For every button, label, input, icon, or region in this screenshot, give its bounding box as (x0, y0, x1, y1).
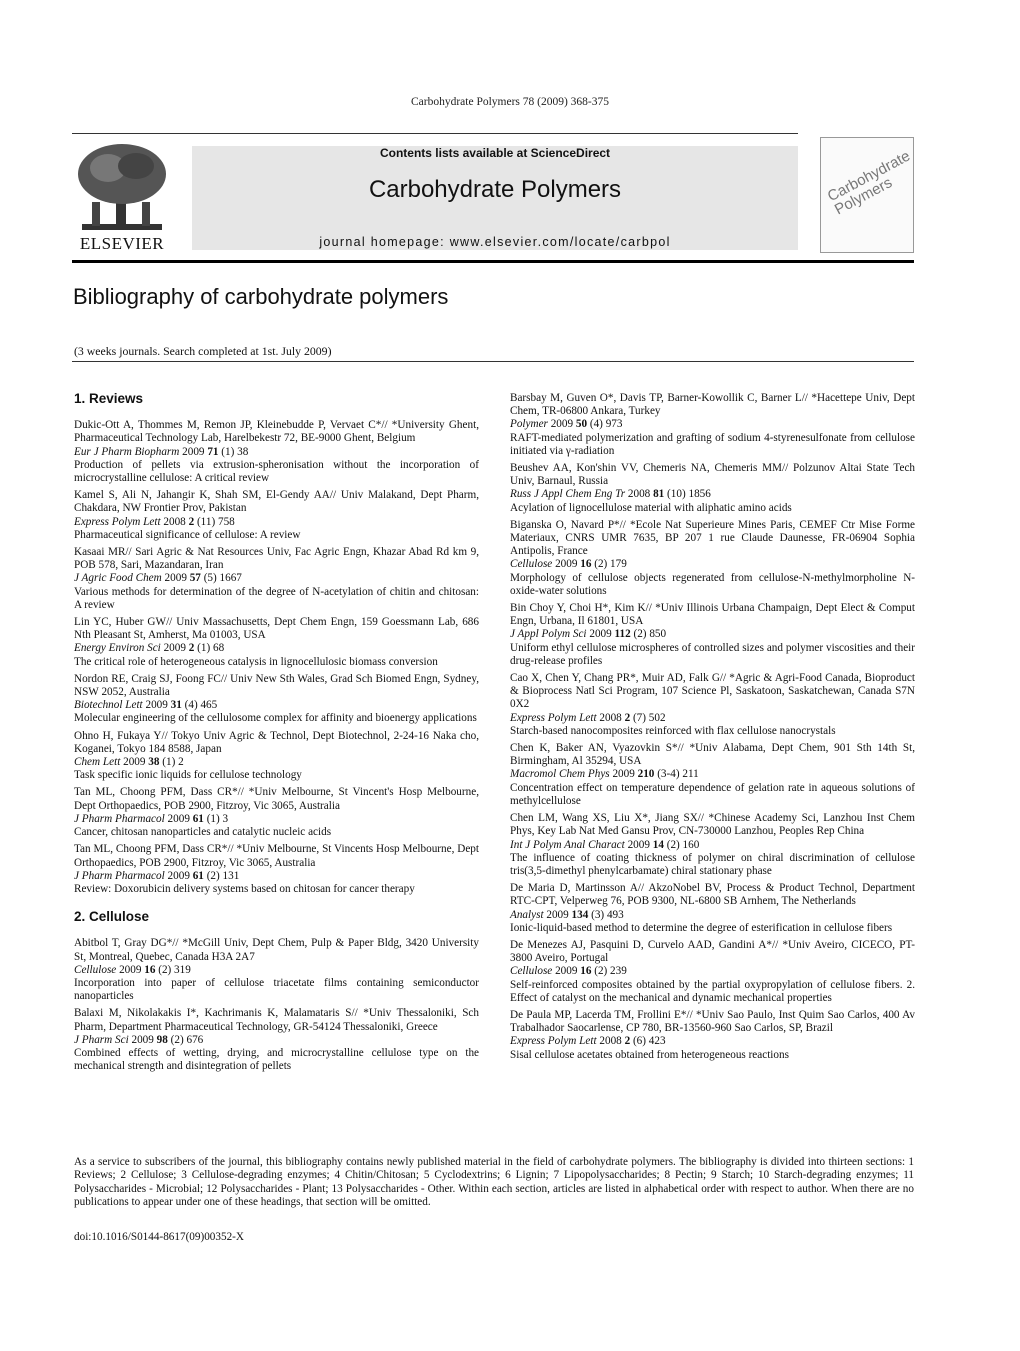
entry-title: Review: Doxorubicin delivery systems based on chitosan for cancer therapy (74, 882, 415, 895)
entry-volume: 134 (571, 908, 589, 921)
bib-entry (510, 602, 915, 668)
entry-issue-page: (2) 131 (206, 869, 240, 882)
entry-journal: J Agric Food Chem (74, 572, 162, 585)
entry-journal: Chem Lett (74, 756, 121, 769)
entry-citation (74, 1034, 479, 1047)
entry-authors: De Paula MP, Lacerda TM, Frollini E*// *Univ Sao Paulo, Inst Quim Sao Carlos, 400 Av Trabalhador Saocarlense, CP 780, BR-13560-960 Sao Carlos, SP, Brazil (510, 1008, 915, 1035)
entry-issue-page: (7) 502 (632, 711, 666, 724)
section-heading-cellulose: 2. Cellulose (74, 909, 150, 925)
bib-entry (510, 519, 915, 598)
entry-authors: Chen LM, Wang XS, Liu X*, Jiang SX// *Chinese Academy Sci, Lanzhou Inst Chem Phys, Key Lab Nat Med Gansu Prov, CN-730000 Lanzhou, Peoples Rep China (510, 812, 915, 838)
bib-entry (510, 672, 915, 738)
header-rule (72, 133, 798, 134)
entry-journal: Express Polym Lett (510, 1035, 597, 1048)
entry-journal: J Appl Polym Sci (510, 628, 587, 641)
entry-year: 2009 (164, 572, 187, 585)
entry-year: 2008 (599, 1035, 622, 1048)
entry-journal: Cellulose (74, 963, 117, 976)
entry-citation (510, 418, 915, 431)
section-heading-reviews: 1. Reviews (74, 391, 144, 406)
entry-title: Task specific ionic liquids for cellulose technology (74, 769, 302, 782)
journal-homepage[interactable]: journal homepage: www.elsevier.com/locate/carbpol (319, 235, 671, 249)
entry-authors: Kasaai MR// Sari Agric & Nat Resources Univ, Fac Agric Engn, Khazar Abad Rd km 9, POB 578, Sari, Mazandaran, Iran (74, 546, 479, 572)
entry-citation (74, 699, 479, 712)
entry-issue-page: (1) 3 (206, 812, 229, 825)
entry-journal: Biotechnol Lett (74, 699, 143, 712)
cellulose-list (74, 937, 479, 1073)
right-column (510, 392, 915, 1066)
entry-title: Ionic-liquid-based method to determine the degree of esterification in cellulose fibers (510, 921, 893, 934)
entry-citation (74, 964, 479, 977)
bib-entry (74, 419, 479, 485)
entry-journal: Polymer (510, 418, 548, 431)
entry-year: 2009 (123, 756, 146, 769)
entry-title: Cancer, chitosan nanoparticles and catalytic nucleic acids (74, 826, 332, 839)
entry-citation (510, 712, 915, 725)
entry-authors: De Maria D, Martinsson A// AkzoNobel BV, Process & Product Technol, Department RTC-CPT, Velperweg 76, POB 9300, NL-6800 SB Arnhem, The Netherlands (510, 882, 915, 908)
entry-journal: Cellulose (510, 965, 553, 978)
entry-citation (510, 965, 915, 978)
entry-volume: 50 (575, 418, 588, 431)
entry-issue-page: (3) 493 (591, 908, 624, 921)
entry-journal: Express Polym Lett (74, 515, 161, 528)
entry-title: Concentration effect on temperature dependence of gelation rate in aqueous solutions of methylcellulose (510, 781, 915, 807)
bib-entry (74, 616, 479, 669)
bib-entry (510, 882, 915, 935)
footer-note: As a service to subscribers of the journal, this bibliography contains newly published material in the field of carbohydrate polymers. The bibliography is divided into thirteen sections: 1 Reviews; 2 Cellulose; 3 Cellulose-degrading enzymes; 4 Chitin/Chitosan; 5 Cyclodextrins; 6 Lignin; 7 Lipopolysaccharides; 8 Pectin; 9 Starch; 10 Starch-degrading enzymes; 11 Polysaccharides - Microbial; 12 Polysaccharides - Plant; 13 Polysaccharides - Other. Within each section, articles are listed in alphabetical order with respect to author. When there are no publications to appear under one of these headings, that section will be omitted. (74, 1156, 914, 1209)
entry-citation (74, 870, 479, 883)
bib-entry (510, 392, 915, 458)
entry-title: The influence of coating thickness of polymer on chiral discrimination of cellulose tris(3,5-dimethyl phenylcarbamate) chiral stationary phase (510, 851, 915, 877)
entry-title: Acylation of lignocellulose material with aliphatic amino acids (510, 501, 792, 514)
entry-citation (74, 446, 479, 459)
article-title: Bibliography of carbohydrate polymers (73, 284, 449, 309)
entry-volume: 31 (170, 699, 182, 712)
entry-journal: J Pharm Pharmacol (74, 869, 165, 882)
entry-year: 2009 (612, 768, 635, 781)
bib-entry (74, 937, 479, 1003)
entry-authors: Balaxi M, Nikolakakis I*, Kachrimanis K, Malamataris S// *Univ Thessaloniki, Sch Pharm, Department Pharmaceutical Technology, GR-54124 Thessaloniki, Greece (74, 1007, 479, 1033)
entry-issue-page: (11) 758 (196, 515, 235, 528)
entry-volume: 61 (192, 869, 204, 882)
entry-year: 2009 (167, 869, 190, 882)
cellulose-list-continued (510, 392, 915, 1062)
entry-citation (74, 516, 479, 529)
entry-journal: Macromol Chem Phys (510, 768, 610, 781)
bib-entry (510, 742, 915, 808)
left-column (74, 388, 479, 1077)
entry-issue-page: (4) 973 (589, 418, 623, 431)
bib-entry (74, 730, 479, 783)
entry-title: The critical role of heterogeneous catalysis in lignocellulosic biomass conversion (74, 655, 438, 668)
entry-issue-page: (1) 38 (221, 445, 249, 458)
entry-title: Starch-based nanocomposites reinforced with flax cellulose nanocrystals (510, 724, 836, 737)
entry-authors: Dukic-Ott A, Thommes M, Remon JP, Kleinebudde P, Vervaet C*// *University Ghent, Pharmaceutical Technology Lab, Harelbekestr 72, BE-9000 Ghent, Belgium (74, 419, 479, 445)
entry-year: 2009 (546, 908, 569, 921)
entry-journal: Energy Environ Sci (74, 642, 161, 655)
entry-authors: Kamel S, Ali N, Jahangir K, Shah SM, El-Gendy AA// Univ Malakand, Dept Pharm, Chakdara, NW Frontier Prov, Pakistan (74, 489, 479, 515)
entry-volume: 71 (207, 445, 219, 458)
entry-issue-page: (6) 423 (632, 1035, 666, 1048)
entry-volume: 14 (652, 838, 664, 851)
entry-volume: 2 (188, 515, 195, 528)
entry-issue-page: (4) 465 (184, 699, 218, 712)
entry-volume: 81 (653, 488, 665, 501)
entry-citation (510, 1035, 915, 1048)
bib-entry (510, 1009, 915, 1062)
entry-journal: Eur J Pharm Biopharm (74, 445, 180, 458)
entry-title: Incorporation into paper of cellulose triacetate films containing semiconductor nanoparticles (74, 976, 479, 1003)
journal-title: Carbohydrate Polymers (368, 176, 622, 203)
bib-entry (510, 812, 915, 878)
entry-volume: 2 (624, 711, 631, 724)
entry-year: 2009 (555, 965, 578, 978)
entry-citation (510, 558, 915, 571)
entry-citation (510, 628, 915, 641)
entry-authors: Nordon RE, Craig SJ, Foong FC// Univ New Sth Wales, Grad Sch Biomed Engn, Sydney, NSW 2052, Australia (74, 672, 479, 699)
entry-issue-page: (2) 676 (170, 1033, 204, 1046)
entry-citation (74, 572, 479, 585)
entry-citation (510, 768, 915, 781)
entry-citation (74, 813, 479, 826)
entry-volume: 38 (148, 756, 160, 769)
entry-journal: J Pharm Sci (74, 1033, 129, 1046)
entry-journal: Russ J Appl Chem Eng Tr (510, 488, 626, 501)
entry-journal: Int J Polym Anal Charact (510, 838, 625, 851)
entry-authors: Tan ML, Choong PFM, Dass CR*// *Univ Melbourne, St Vincents Hosp Melbourne, Dept Orthopaedics, POB 2900, Fitzroy, Vic 3065, Australia (74, 843, 479, 869)
entry-citation (74, 756, 479, 769)
entry-authors: Tan ML, Choong PFM, Dass CR*// *Univ Melbourne, St Vincent's Hosp Melbourne, Dept Orthopaedics, POB 2900, Fitzroy, Vic 3065, Australia (74, 786, 479, 812)
entry-volume: 98 (156, 1033, 168, 1046)
bib-entry (74, 546, 479, 612)
entry-title: Production of pellets via extrusion-spheronisation without the incorporation of microcrystalline cellulose: A critical review (74, 458, 479, 485)
entry-issue-page: (2) 179 (594, 558, 627, 571)
entry-year: 2008 (599, 711, 622, 724)
entry-journal: J Pharm Pharmacol (74, 812, 165, 825)
entry-volume: 16 (144, 963, 156, 976)
entry-issue-page: (10) 1856 (667, 488, 711, 501)
entry-title: Sisal cellulose acetates obtained from heterogeneous reactions (510, 1048, 789, 1061)
entry-volume: 2 (624, 1035, 631, 1048)
entry-authors: Chen K, Baker AN, Vyazovkin S*// *Univ Alabama, Dept Chem, 901 Sth 14th St, Birmingham, Al 35294, USA (510, 742, 915, 768)
entry-title: Pharmaceutical significance of cellulose: A review (74, 528, 301, 541)
entry-issue-page: (2) 319 (158, 963, 191, 976)
entry-journal: Express Polym Lett (510, 711, 597, 724)
entry-year: 2009 (589, 628, 612, 641)
entry-volume: 16 (580, 558, 592, 571)
title-rule (72, 361, 914, 362)
entry-journal: Analyst (510, 908, 544, 921)
bib-entry (74, 489, 479, 542)
contents-available: Contents lists available at ScienceDirect (379, 146, 611, 160)
reviews-list (74, 419, 479, 896)
entry-title: Uniform ethyl cellulose microspheres of controlled sizes and polymer viscosities and their drug-release profiles (510, 641, 915, 667)
journal-cover-image (820, 137, 914, 253)
entry-year: 2008 (627, 488, 651, 501)
entry-issue-page: (5) 1667 (203, 572, 242, 585)
entry-volume: 112 (614, 628, 631, 641)
cover-title: Carbohydrate Polymers (824, 147, 914, 219)
entry-authors: Beushev AA, Kon'shin VV, Chemeris NA, Chemeris MM// Polzunov Altai State Tech Univ, Barnaul, Russia (510, 462, 915, 488)
entry-year: 2009 (182, 445, 205, 458)
entry-issue-page: (2) 160 (666, 838, 700, 851)
entry-volume: 210 (637, 768, 655, 781)
entry-volume: 2 (188, 642, 195, 655)
header-thick-rule (72, 260, 914, 263)
entry-citation (510, 488, 915, 501)
entry-year: 2009 (627, 838, 650, 851)
entry-issue-page: (1) 68 (197, 642, 225, 655)
article-subtitle: (3 weeks journals. Search completed at 1st. July 2009) (74, 344, 332, 358)
bib-entry (74, 786, 479, 839)
entry-authors: Cao X, Chen Y, Chang PR*, Muir AD, Falk G// *Agric & Agri-Food Canada, Bioproduct & Bioprocess Natl Sci Program, 107 Science Pl, Saskatoon, Saskatchewan, Canada S7N 0X2 (510, 672, 915, 711)
entry-authors: Abitbol T, Gray DG*// *McGill Univ, Dept Chem, Pulp & Paper Bldg, 3420 University St, Montreal, Quebec, Canada H3A 2A7 (74, 937, 479, 963)
entry-authors: Lin YC, Huber GW// Univ Massachusetts, Dept Chem Engn, 159 Goessmann Lab, 686 Nth Pleasant St, Amherst, Ma 01003, USA (74, 616, 479, 642)
doi[interactable]: doi:10.1016/S0144-8617(09)00352-X (74, 1231, 244, 1243)
entry-authors: Biganska O, Navard P*// *Ecole Nat Superieure Mines Paris, CEMEF Ctr Mise Forme Materiaux, CNRS UMR 7635, BP 207 1 rue Claude Daunesse, FR-06904 Sophia Antipolis, France (510, 518, 915, 558)
entry-authors: Bin Choy Y, Choi H*, Kim K// *Univ Illinois Urbana Champaign, Dept Elect & Comput Engn, Urbana, Il 61801, USA (510, 602, 915, 628)
entry-year: 2009 (131, 1033, 154, 1046)
entry-authors: De Menezes AJ, Pasquini D, Curvelo AAD, Gandini A*// *Univ Aveiro, CICECO, PT-3800 Aveiro, Portugal (510, 938, 915, 965)
entry-authors: Barsbay M, Guven O*, Davis TP, Barner-Kowollik C, Barner L// *Hacettepe Univ, Dept Chem, TR-06800 Ankara, Turkey (510, 392, 915, 418)
publisher-name: ELSEVIER (79, 234, 165, 253)
entry-citation (510, 839, 915, 852)
entry-title: Self-reinforced composites obtained by the partial oxypropylation of cellulose fibers. 2. Effect of catalyst on the mechanical and dynamic mechanical properties (510, 978, 915, 1004)
entry-authors: Ohno H, Fukaya Y// Tokyo Univ Agric & Technol, Dept Biotechnol, 2-24-16 Naka cho, Koganei, Tokyo 184 8588, Japan (74, 729, 479, 755)
entry-title: Molecular engineering of the cellulosome complex for affinity and bioenergy applications (74, 712, 477, 725)
bib-entry (74, 1007, 479, 1073)
entry-issue-page: (2) 850 (633, 628, 667, 641)
bib-entry (510, 939, 915, 1005)
entry-year: 2009 (555, 558, 578, 571)
bib-entry (510, 462, 915, 515)
entry-title: Morphology of cellulose objects regenerated from cellulose-N-methylmorpholine N-oxide-water solutions (510, 571, 915, 597)
bib-entry (74, 843, 479, 896)
entry-volume: 16 (580, 965, 592, 978)
entry-journal: Cellulose (510, 558, 553, 571)
entry-year: 2009 (163, 642, 186, 655)
bib-entry (74, 673, 479, 726)
journal-reference: Carbohydrate Polymers 78 (2009) 368-375 (410, 96, 610, 108)
entry-title: Combined effects of wetting, drying, and microcrystalline cellulose type on the mechanical strength and disintegration of pellets (74, 1046, 479, 1073)
entry-issue-page: (1) 2 (162, 756, 184, 769)
entry-volume: 61 (192, 812, 204, 825)
entry-year: 2008 (163, 515, 186, 528)
entry-year: 2009 (550, 418, 574, 431)
entry-citation (510, 909, 915, 922)
entry-title: Various methods for determination of the degree of N-acetylation of chitin and chitosan: A review (74, 585, 479, 611)
entry-year: 2009 (119, 963, 142, 976)
entry-citation (74, 642, 479, 655)
entry-issue-page: (2) 239 (594, 965, 627, 978)
entry-year: 2009 (167, 812, 190, 825)
entry-title: RAFT-mediated polymerization and grafting of sodium 4-styrenesulfonate from cellulose initiated via γ-radiation (510, 431, 915, 457)
entry-volume: 57 (189, 572, 201, 585)
entry-year: 2009 (145, 699, 168, 712)
entry-issue-page: (3-4) 211 (657, 768, 699, 781)
